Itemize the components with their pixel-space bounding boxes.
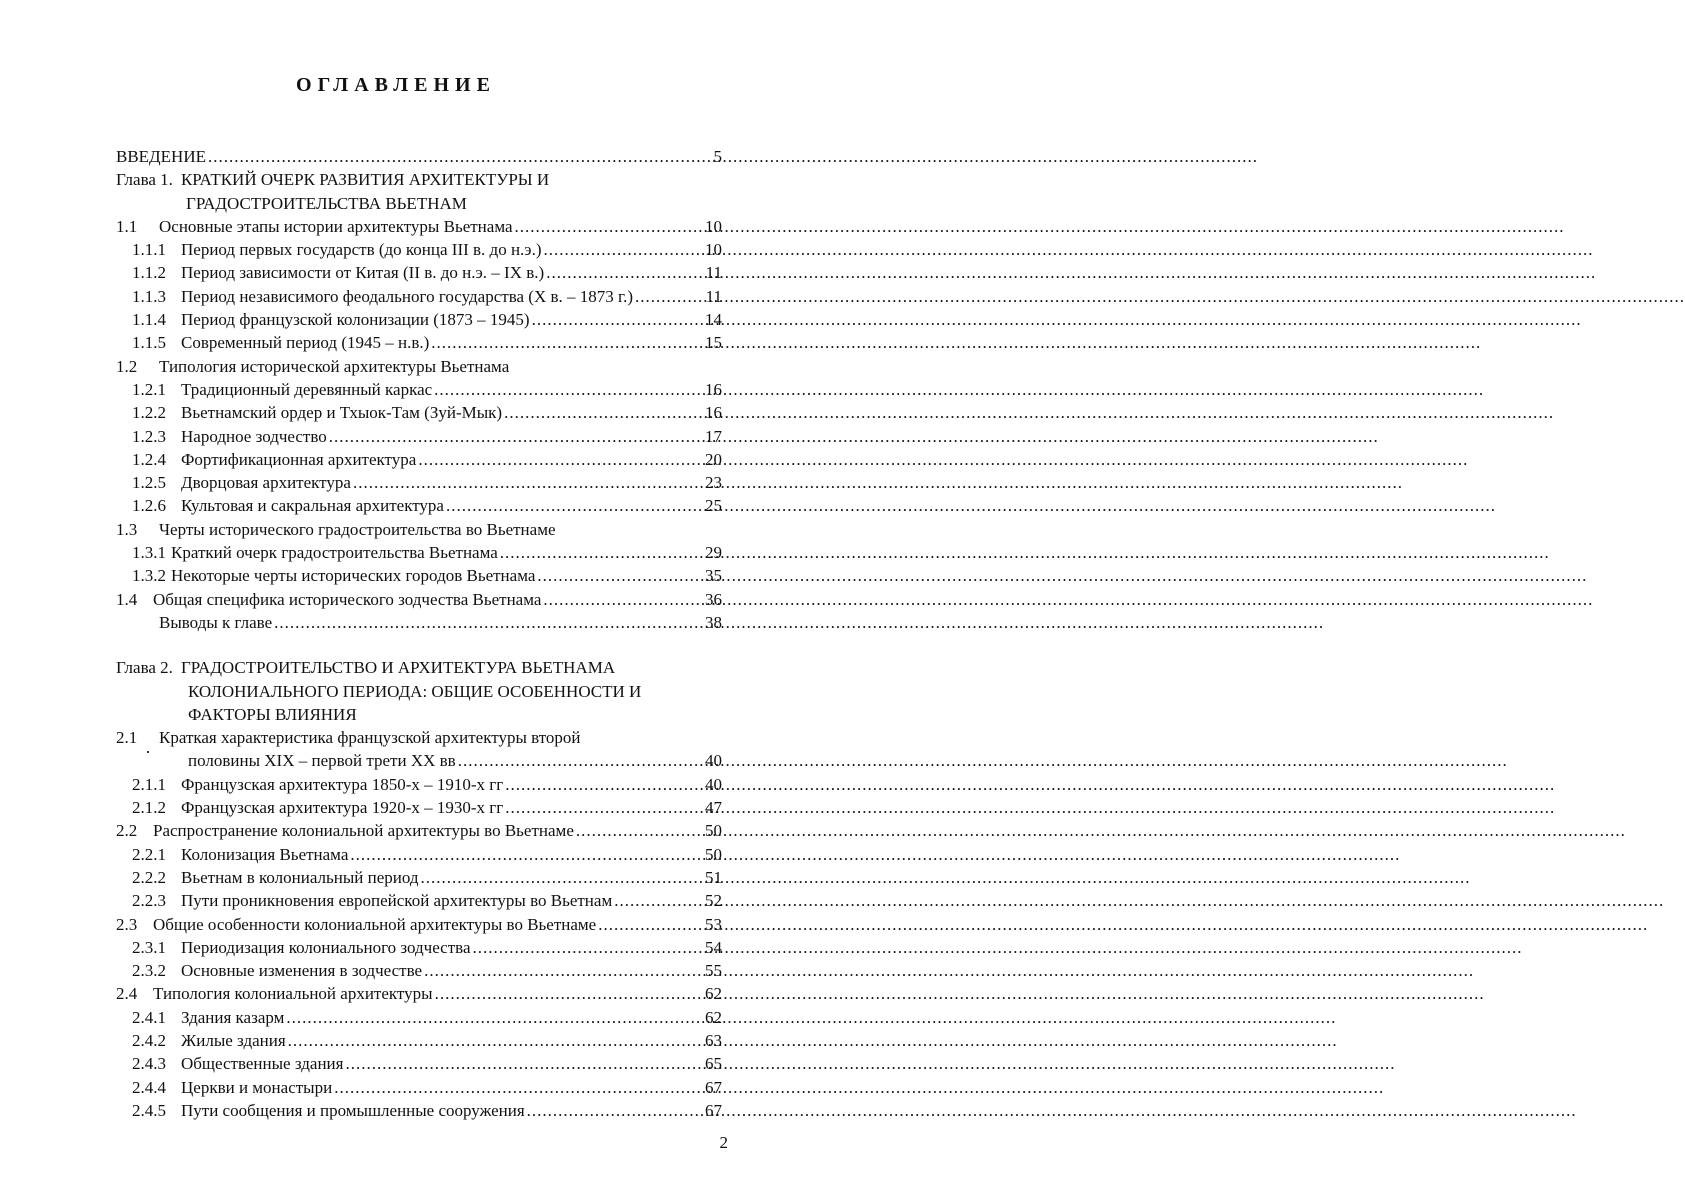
section-number: 2.2.3 (132, 891, 166, 911)
toc-entry-page: 67 (705, 1077, 722, 1097)
toc-entry-title: Фортификационная архитектура (181, 449, 417, 469)
leader-dots (576, 819, 703, 842)
leader-dots (353, 471, 703, 494)
leader-dots (543, 588, 703, 611)
scan-artifact (147, 751, 149, 753)
toc-entry-title: Период независимого феодального государства (X в. – 1873 г.) (181, 286, 633, 306)
toc-entry-title: Французская архитектура 1850-х – 1910-х гг (181, 774, 504, 794)
toc-entry[interactable] (116, 331, 722, 354)
section-number: 1.1.3 (132, 286, 166, 306)
toc-entry-title: Общие особенности колониальной архитектуры во Вьетнаме (153, 914, 597, 934)
toc-entry-page: 5 (713, 147, 722, 166)
toc-entry-title: Распространение колониальной архитектуры во Вьетнаме (153, 821, 574, 841)
section-number: 1.3.2 (132, 566, 166, 586)
toc-entry-title: Период французской колонизации (1873 – 1945) (181, 310, 530, 330)
section-number: 2.2.2 (132, 867, 166, 887)
leader-dots (500, 541, 703, 564)
toc-entry-page: 17 (705, 426, 722, 446)
toc-entry-title: Периодизация колониального зодчества (181, 937, 471, 957)
toc-entry[interactable] (116, 285, 722, 308)
toc-entry-title: Период первых государств (до конца III в. до н.э.) (181, 240, 542, 260)
toc-entry-title: Основные этапы истории архитектуры Вьетнама (159, 216, 513, 236)
toc-entry[interactable] (116, 1052, 722, 1075)
leader-dots (334, 1076, 703, 1099)
toc-entry[interactable] (116, 425, 722, 448)
toc-entry[interactable] (116, 1099, 722, 1122)
toc-entry-page: 10 (705, 240, 722, 260)
toc-entry-page: 11 (705, 263, 722, 283)
toc-entry[interactable] (116, 913, 722, 936)
page-title: ОГЛАВЛЕНИЕ (296, 74, 496, 96)
toc-entry[interactable] (116, 308, 722, 331)
section-number: 1.2.1 (132, 379, 166, 399)
leader-dots (505, 773, 703, 796)
section-number: 2.1 (116, 728, 138, 748)
section-number: 2.4.1 (132, 1007, 166, 1027)
leader-dots (537, 564, 703, 587)
toc-entry-title: Жилые здания (181, 1030, 286, 1050)
toc-entry-page: 23 (705, 473, 722, 493)
chapter-title: ГРАДОСТРОИТЕЛЬСТВА ВЬЕТНАМ (186, 193, 467, 213)
toc-entry-page: 50 (705, 844, 722, 864)
toc-entry-page: 25 (705, 496, 722, 516)
section-number: 1.2.5 (132, 473, 166, 493)
leader-dots (434, 378, 703, 401)
section-number: 1.2.4 (132, 449, 166, 469)
toc-entry[interactable] (116, 726, 722, 749)
toc-entry-title: Пути проникновения европейской архитектуры во Вьетнам (181, 891, 613, 911)
leader-dots (345, 1052, 703, 1075)
toc-entry[interactable] (116, 494, 722, 517)
leader-dots (635, 285, 704, 308)
toc-entry-title: Выводы к главе (159, 612, 273, 632)
toc-entry-title: Современный период (1945 – н.в.) (181, 333, 430, 353)
toc-entry-title: половины XIX – первой трети XX вв (188, 751, 456, 771)
toc-entry[interactable] (116, 819, 722, 842)
section-number: 2.1.2 (132, 798, 166, 818)
section-number: 1.1.1 (132, 240, 166, 260)
toc-entry[interactable] (116, 866, 722, 889)
toc-entry[interactable] (116, 261, 722, 284)
section-number: 2.4 (116, 984, 138, 1004)
toc-entry-intro[interactable] (116, 145, 722, 168)
leader-dots (515, 215, 703, 238)
section-number: 1.1 (116, 216, 138, 236)
leader-dots (505, 796, 703, 819)
toc-entry-title: Церкви и монастыри (181, 1077, 333, 1097)
leader-dots (208, 145, 712, 168)
table-of-contents (116, 145, 722, 1122)
toc-entry-page: 67 (705, 1100, 722, 1120)
toc-entry[interactable] (116, 796, 722, 819)
toc-entry[interactable] (116, 1076, 722, 1099)
toc-entry-page: 54 (705, 937, 722, 957)
toc-entry-title: Колонизация Вьетнама (181, 844, 349, 864)
leader-dots (473, 936, 704, 959)
section-number: 2.4.4 (132, 1077, 166, 1097)
toc-entry-page: 11 (705, 286, 722, 306)
toc-entry-page: 63 (705, 1030, 722, 1050)
toc-entry-title: Пути сообщения и промышленные сооружения (181, 1100, 525, 1120)
chapter-label: Глава 1. (116, 170, 173, 190)
chapter-label: Глава 2. (116, 658, 173, 678)
section-number: 1.1.4 (132, 310, 166, 330)
leader-dots (546, 261, 703, 284)
toc-entry-page: 20 (705, 449, 722, 469)
toc-entry-page: 10 (705, 216, 722, 236)
chapter-2-heading[interactable] (116, 656, 722, 679)
section-number: 1.4 (116, 589, 138, 609)
leader-dots (458, 749, 703, 772)
toc-entry[interactable] (116, 401, 722, 424)
toc-entry[interactable] (116, 773, 722, 796)
toc-entry-page: 16 (705, 403, 722, 423)
section-number: 2.3 (116, 914, 138, 934)
toc-entry[interactable] (116, 1029, 722, 1052)
section-number: 2.3.1 (132, 937, 166, 957)
chapter-title: КРАТКИЙ ОЧЕРК РАЗВИТИЯ АРХИТЕКТУРЫ И (180, 170, 550, 190)
toc-entry[interactable] (116, 889, 722, 912)
toc-entry[interactable] (116, 471, 722, 494)
toc-entry[interactable] (116, 448, 722, 471)
leader-dots (350, 843, 703, 866)
toc-entry-page: 53 (705, 914, 722, 934)
toc-entry-page: 14 (705, 310, 722, 330)
toc-entry-page: 40 (705, 751, 722, 771)
toc-entry-page: 29 (705, 543, 722, 563)
section-number: 1.1.2 (132, 263, 166, 283)
chapter-2-heading-continued (116, 680, 722, 703)
toc-entry-title: Вьетнамский ордер и Тхыок-Там (Зуй-Мык) (181, 403, 503, 423)
section-number: 2.4.3 (132, 1054, 166, 1074)
toc-entry[interactable] (116, 1006, 722, 1029)
chapter-title: ГРАДОСТРОИТЕЛЬСТВО И АРХИТЕКТУРА ВЬЕТНАМА (180, 658, 616, 678)
toc-entry[interactable] (116, 843, 722, 866)
toc-entry[interactable] (116, 959, 722, 982)
toc-entry-page: 35 (705, 566, 722, 586)
toc-entry-title: Французская архитектура 1920-х – 1930-х гг (181, 798, 504, 818)
toc-entry-title: Типология колониальной архитектуры (153, 984, 433, 1004)
leader-dots (424, 959, 703, 982)
page-number: 2 (719, 1133, 728, 1152)
toc-entry[interactable] (116, 518, 722, 541)
toc-entry-title: Здания казарм (181, 1007, 285, 1027)
toc-entry-page: 65 (705, 1054, 722, 1074)
toc-entry-title: Некоторые черты исторических городов Вьетнама (171, 566, 536, 586)
chapter-2-heading-continued (116, 703, 722, 726)
toc-entry-title: Основные изменения в зодчестве (181, 961, 423, 981)
toc-entry-title: Типология исторической архитектуры Вьетнама (159, 356, 510, 376)
toc-entry-page: 38 (705, 612, 722, 632)
toc-entry-title: Период зависимости от Китая (II в. до н.э. – IX в.) (181, 263, 545, 283)
toc-entry-page: 15 (705, 333, 722, 353)
toc-entry-page: 16 (705, 379, 722, 399)
section-number: 1.1.5 (132, 333, 166, 353)
section-number: 1.2.3 (132, 426, 166, 446)
section-number: 2.2 (116, 821, 138, 841)
section-number: 2.4.5 (132, 1100, 166, 1120)
toc-entry-page: 47 (705, 798, 722, 818)
section-number: 1.3.1 (132, 543, 166, 563)
leader-dots (435, 982, 703, 1005)
section-number: 1.2.6 (132, 496, 166, 516)
toc-entry[interactable] (116, 355, 722, 378)
toc-entry[interactable] (116, 541, 722, 564)
toc-entry-page: 62 (705, 1007, 722, 1027)
leader-dots (329, 425, 703, 448)
toc-entry-title: Черты исторического градостроительства во Вьетнаме (159, 519, 556, 539)
toc-entry-title: Традиционный деревянный каркас (181, 379, 433, 399)
leader-dots (418, 448, 703, 471)
toc-entry[interactable] (116, 564, 722, 587)
toc-entry-page: 36 (705, 589, 722, 609)
chapter-1-heading[interactable] (116, 168, 722, 191)
leader-dots (527, 1099, 703, 1122)
toc-entry-title: Дворцовая архитектура (181, 473, 351, 493)
toc-entry[interactable] (116, 588, 722, 611)
section-number: 2.3.2 (132, 961, 166, 981)
section-number: 2.2.1 (132, 844, 166, 864)
leader-dots (532, 308, 703, 331)
section-number: 2.4.2 (132, 1030, 166, 1050)
toc-entry-conclusions[interactable] (159, 611, 722, 634)
chapter-1-heading-continued (116, 192, 722, 215)
chapter-title: ФАКТОРЫ ВЛИЯНИЯ (188, 704, 357, 724)
leader-dots (446, 494, 703, 517)
section-number: 1.2 (116, 356, 138, 376)
leader-dots (504, 401, 703, 424)
toc-entry-title: ВВЕДЕНИЕ (116, 147, 206, 166)
section-number: 1.3 (116, 519, 138, 539)
toc-entry-page: 40 (705, 774, 722, 794)
toc-entry-title: Общественные здания (181, 1054, 344, 1074)
leader-dots (598, 913, 703, 936)
toc-entry[interactable] (116, 936, 722, 959)
toc-entry-title: Краткая характеристика французской архитектуры второй (159, 728, 581, 748)
leader-dots (614, 889, 703, 912)
toc-entry[interactable] (116, 215, 722, 238)
leader-dots (288, 1029, 703, 1052)
toc-entry-title: Краткий очерк градостроительства Вьетнама (171, 543, 498, 563)
toc-entry-title: Народное зодчество (181, 426, 327, 446)
toc-entry-title: Культовая и сакральная архитектура (181, 496, 444, 516)
leader-dots (421, 866, 703, 889)
toc-entry-title: Вьетнам в колониальный период (181, 867, 419, 887)
chapter-title: КОЛОНИАЛЬНОГО ПЕРИОДА: ОБЩИЕ ОСОБЕННОСТИ И (188, 681, 642, 701)
toc-entry-page: 62 (705, 984, 722, 1004)
section-number: 1.2.2 (132, 403, 166, 423)
toc-entry-title: Общая специфика исторического зодчества Вьетнама (153, 589, 542, 609)
toc-entry-page: 50 (705, 821, 722, 841)
toc-entry[interactable] (116, 982, 722, 1005)
toc-entry-continued[interactable] (116, 749, 722, 772)
leader-dots (286, 1006, 703, 1029)
toc-entry[interactable] (116, 238, 722, 261)
leader-dots (274, 611, 703, 634)
leader-dots (431, 331, 703, 354)
leader-dots (544, 238, 703, 261)
toc-entry[interactable] (116, 378, 722, 401)
toc-entry-page: 55 (705, 961, 722, 981)
section-number: 2.1.1 (132, 774, 166, 794)
toc-entry-page: 52 (705, 891, 722, 911)
toc-entry-page: 51 (705, 867, 722, 887)
